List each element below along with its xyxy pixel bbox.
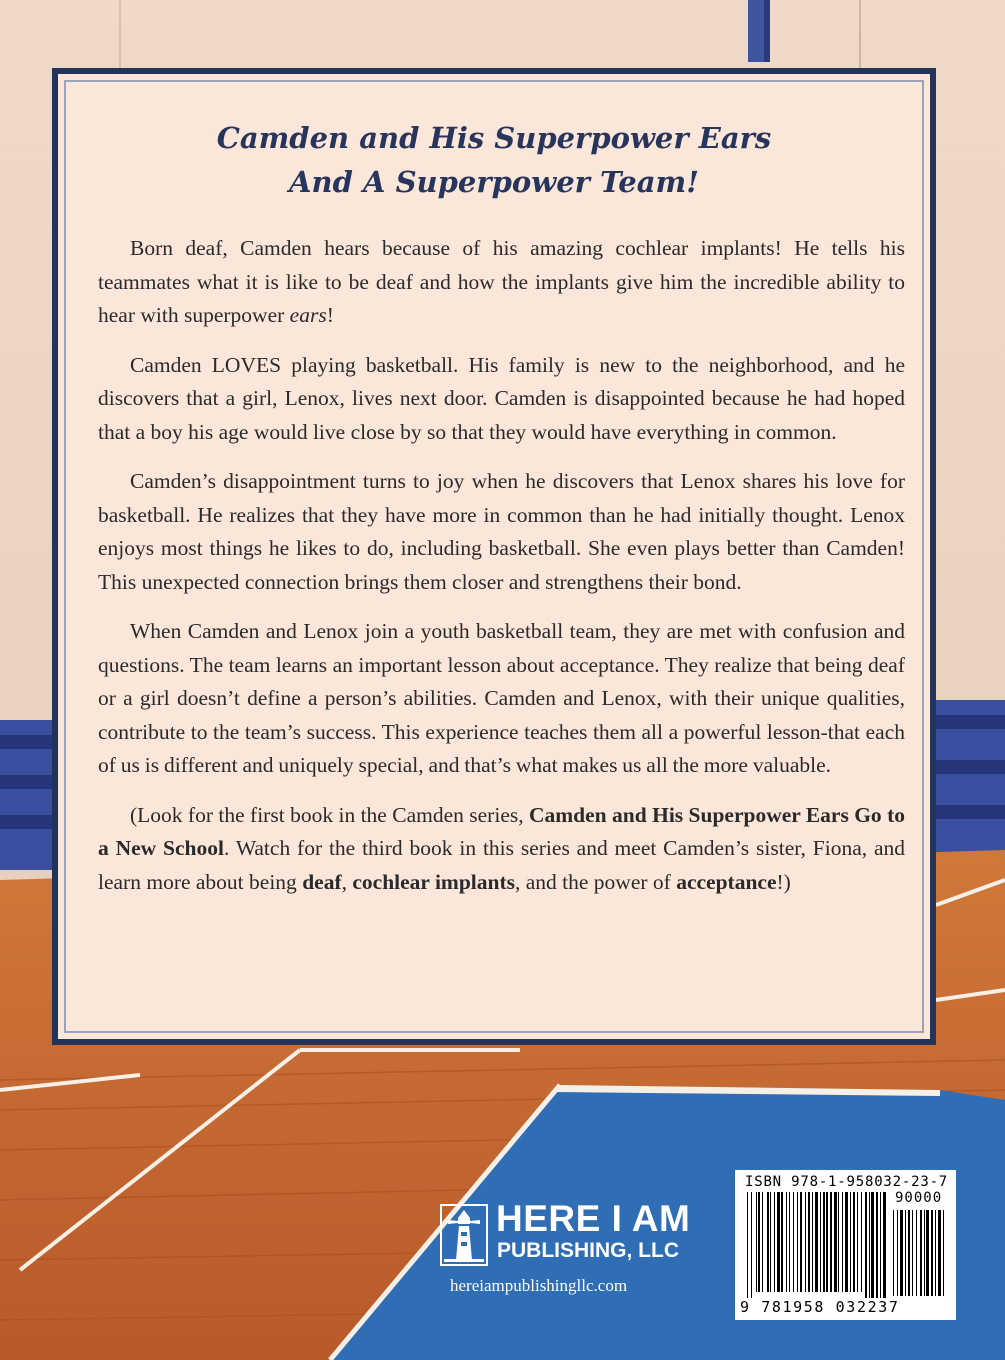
barcode-bar [880, 1192, 881, 1298]
barcode-bar [883, 1192, 886, 1298]
barcode-bar [815, 1192, 818, 1292]
barcode-bar [800, 1192, 802, 1292]
barcode-bar [756, 1192, 757, 1292]
barcode-bar [797, 1192, 798, 1292]
description-panel [52, 68, 936, 1045]
barcode-bar [861, 1192, 862, 1292]
publisher-name: HERE I AM [496, 1198, 691, 1239]
addon-bar [897, 1210, 898, 1296]
synopsis-paragraph-2: Camden LOVES playing basketball. His family is new to the neighborhood, and he discovers that a girl, Lenox, lives next door. Camden is disappointed because he had hoped that a boy his age would live close by so that they would have everything in common. [98, 352, 905, 444]
addon-bar [938, 1210, 941, 1296]
publisher-url: hereiampublishingllc.com [450, 1276, 628, 1295]
synopsis-paragraph-4: When Camden and Lenox join a youth basketball team, they are met with confusion and questions. The team learns an important lesson about acceptance. They realize that being deaf or a girl doesn’t define a person’s abilities. Camden and Lenox, with their unique qualities, contribute to the team’s success. This experience teaches them all a powerful lesson-that each of us is different and uniquely special, and that’s what makes us all the more valuable. [98, 619, 905, 777]
barcode-bar [876, 1192, 878, 1298]
barcode-bar [869, 1192, 870, 1298]
barcode-bar [820, 1192, 821, 1292]
barcode-bar [845, 1192, 848, 1292]
addon-bar [924, 1210, 925, 1296]
barcode-bar [777, 1192, 780, 1292]
barcode-digits: 9 781958 032237 [740, 1298, 900, 1316]
synopsis-paragraph-1: Born deaf, Camden hears because of his amazing cochlear implants! He tells his teammates what it is like to be deaf and how the implants give him the incredible ability to hear with superpower ears! [98, 236, 905, 327]
barcode-bar [808, 1192, 810, 1292]
addon-bar [926, 1210, 929, 1296]
barcode-bar [842, 1192, 843, 1292]
addon-bar [893, 1210, 894, 1296]
synopsis-paragraph-3: Camden’s disappointment turns to joy when he discovers that Lenox shares his love for basketball. He realizes that they have more in common than he had initially thought. Lenox enjoys most things he likes to do, including basketball. She even plays better than Camden! This unexpected connection brings them closer and strengthens their bond. [98, 469, 905, 594]
book-title [58, 116, 930, 204]
barcode-bar [770, 1192, 771, 1292]
addon-bar [912, 1210, 913, 1296]
barcode-bar [826, 1192, 828, 1292]
addon-bar [905, 1210, 906, 1296]
synopsis-paragraph-5: (Look for the first book in the Camden series, Camden and His Superpower Ears Go to a New School. Watch for the third book in this series and meet Camden’s sister, Fiona, and learn more about being deaf, cochlear implants, and the power of acceptance!) [98, 802, 906, 894]
barcode-bar [805, 1192, 806, 1292]
barcode-bar [830, 1192, 832, 1292]
addon-bar [943, 1210, 944, 1296]
barcode-bar [853, 1192, 855, 1292]
barcode-bar [793, 1192, 794, 1292]
barcode-bar [758, 1192, 760, 1292]
barcode-bar [838, 1192, 839, 1292]
barcode-bar [823, 1192, 825, 1292]
barcode-bar [751, 1192, 752, 1298]
title-line-1: Camden and His Superpower Ears [216, 121, 772, 155]
title-line-2: And A Superpower Team! [289, 165, 699, 199]
isbn-label: ISBN 978-1-958032-23-7 [745, 1174, 949, 1190]
barcode-bar [865, 1192, 867, 1298]
addon-bar [931, 1210, 933, 1296]
barcode-bar [747, 1192, 748, 1298]
isbn-barcode [735, 1170, 956, 1320]
barcode-bar [871, 1192, 874, 1298]
publisher-name-suffix: PUBLISHING, LLC [497, 1239, 679, 1262]
barcode-bar [834, 1192, 837, 1292]
barcode-bar [812, 1192, 813, 1292]
barcode-bar [781, 1192, 783, 1292]
barcode-bar [767, 1192, 769, 1292]
barcode-bar [857, 1192, 858, 1292]
lighthouse-icon [440, 1204, 488, 1266]
addon-bar [916, 1210, 917, 1296]
barcode-bar [850, 1192, 851, 1292]
addon-bar [908, 1210, 910, 1296]
publisher-logo [440, 1196, 700, 1306]
synopsis [98, 232, 905, 915]
addon-bar [935, 1210, 936, 1296]
addon-bar [920, 1210, 922, 1296]
barcode-bar [762, 1192, 763, 1292]
barcode-bar [789, 1192, 790, 1292]
barcode-bar [774, 1192, 775, 1292]
addon-bar [900, 1210, 903, 1296]
price-code: 90000 [895, 1190, 943, 1206]
barcode-bar [786, 1192, 787, 1292]
